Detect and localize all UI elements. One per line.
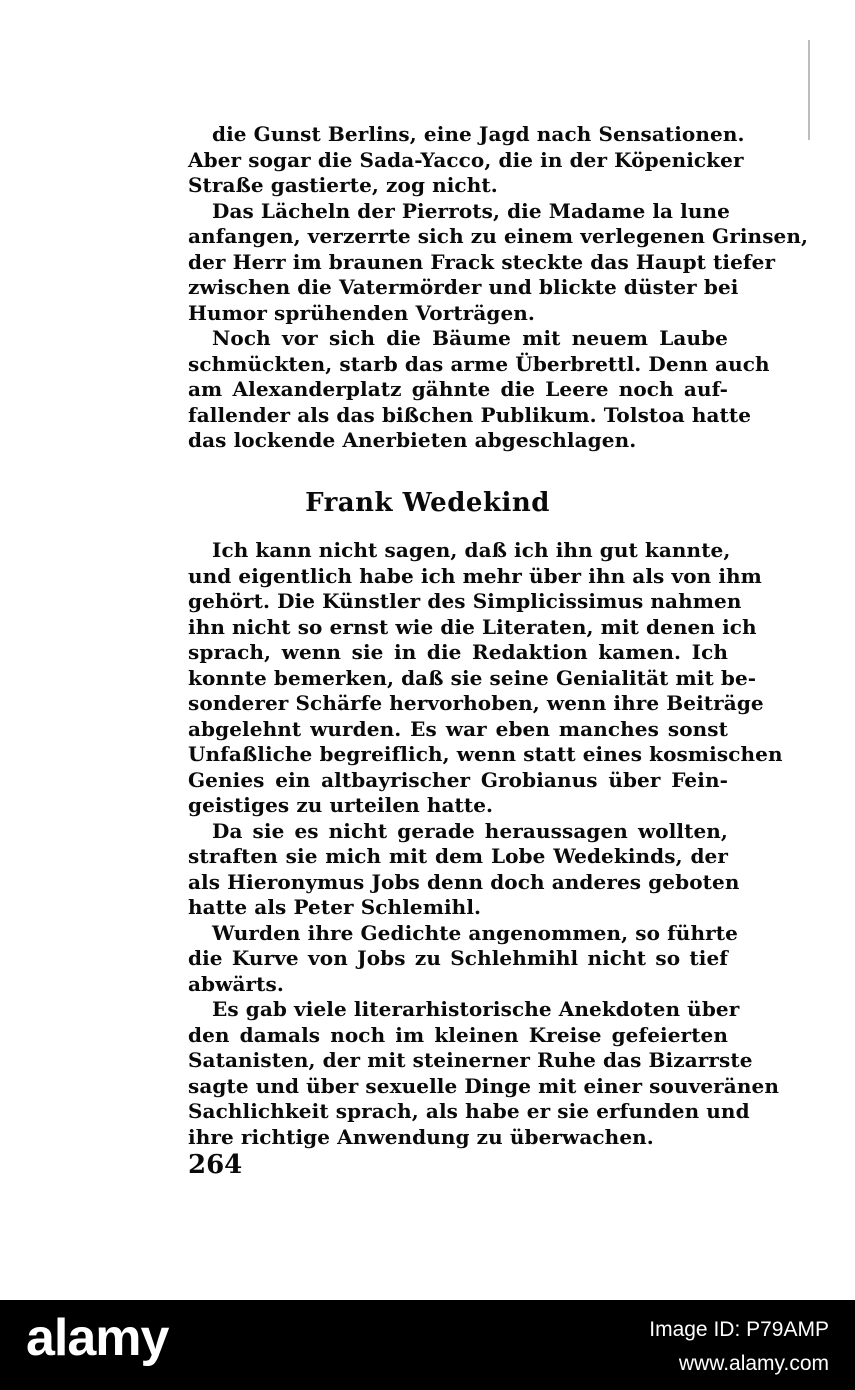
text-line: gehört. Die Künstler des Simplicissimus nahmen: [188, 589, 742, 613]
text-line: abwärts.: [188, 971, 284, 996]
text-line: Unfaßliche begreiflich, wenn statt eines kosmischen: [188, 742, 783, 766]
text-line: Ich kann nicht sagen, daß ich ihn gut kannte,: [212, 538, 731, 562]
text-line: den damals noch im kleinen Kreise gefeierten: [188, 1022, 728, 1047]
text-line: geistiges zu urteilen hatte.: [188, 793, 494, 817]
text-line: sprach, wenn sie in die Redaktion kamen. Ich: [188, 640, 728, 664]
text-line: das lockende Anerbieten abgeschlagen.: [188, 428, 637, 452]
site-url-label: www.alamy.com: [678, 1352, 829, 1375]
text-line: abgelehnt wurden. Es war eben manches sonst: [188, 716, 728, 741]
text-line: anfangen, verzerrte sich zu einem verlegenen Grinsen,: [188, 224, 809, 248]
text-line: Humor sprühenden Vorträgen.: [188, 300, 535, 325]
text-line: zwischen die Vatermörder und blickte düster bei: [188, 275, 739, 299]
text-line: der Herr im braunen Frack steckte das Haupt tiefer: [188, 249, 776, 274]
text-line: straften sie mich mit dem Lobe Wedekinds, der: [188, 844, 728, 868]
text-line: Es gab viele literarhistorische Anekdoten über: [212, 997, 740, 1021]
text-line: Sachlichkeit sprach, als habe er sie erfunden und: [188, 1099, 750, 1123]
text-line: Aber sogar die Sada-Yacco, die in der Köpenicker: [188, 147, 744, 172]
text-line: Noch vor sich die Bäume mit neuem Laube: [212, 326, 728, 350]
text-line: hatte als Peter Schlemihl.: [188, 895, 482, 919]
text-line: Genies ein altbayrischer Grobianus über Fein-: [188, 767, 728, 792]
text-line: ihn nicht so ernst wie die Literaten, mit denen ich: [188, 614, 757, 639]
text-line: und eigentlich habe ich mehr über ihn als von ihm: [188, 563, 762, 588]
text-line: die Gunst Berlins, eine Jagd nach Sensationen.: [212, 122, 745, 146]
text-line: ihre richtige Anwendung zu überwachen.: [188, 1124, 654, 1149]
text-line: schmückten, starb das arme Überbrettl. Denn auch: [188, 351, 770, 376]
text-line: sonderer Schärfe hervorhoben, wenn ihre Beiträge: [188, 691, 764, 715]
text-line: konnte bemerken, daß sie seine Genialität mit be-: [188, 665, 757, 690]
page-number: 264: [188, 1150, 243, 1180]
text-line: Da sie es nicht gerade heraussagen wollten,: [212, 818, 728, 843]
alamy-logo: alamy: [26, 1309, 169, 1367]
text-line: Straße gastierte, zog nicht.: [188, 173, 498, 197]
top-text-block: [188, 122, 809, 454]
section-text-block: [188, 538, 783, 1150]
text-line: Satanisten, der mit steinerner Ruhe das Bizarrste: [188, 1048, 753, 1072]
text-line: am Alexanderplatz gähnte die Leere noch auf-: [188, 377, 728, 401]
text-line: als Hieronymus Jobs denn doch anderes geboten: [188, 869, 740, 894]
text-line: die Kurve von Jobs zu Schlehmihl nicht so tief: [188, 946, 728, 970]
page-edge-line: [808, 40, 810, 140]
text-line: Wurden ihre Gedichte angenommen, so führte: [212, 920, 738, 945]
text-line: sagte und über sexuelle Dinge mit einer souveränen: [188, 1073, 779, 1098]
image-id-label: Image ID: P79AMP: [649, 1318, 829, 1341]
text-line: Das Lächeln der Pierrots, die Madame la lune: [212, 198, 730, 223]
section-heading: Frank Wedekind: [305, 488, 550, 518]
text-line: fallender als das bißchen Publikum. Tolstoa hatte: [188, 402, 752, 427]
